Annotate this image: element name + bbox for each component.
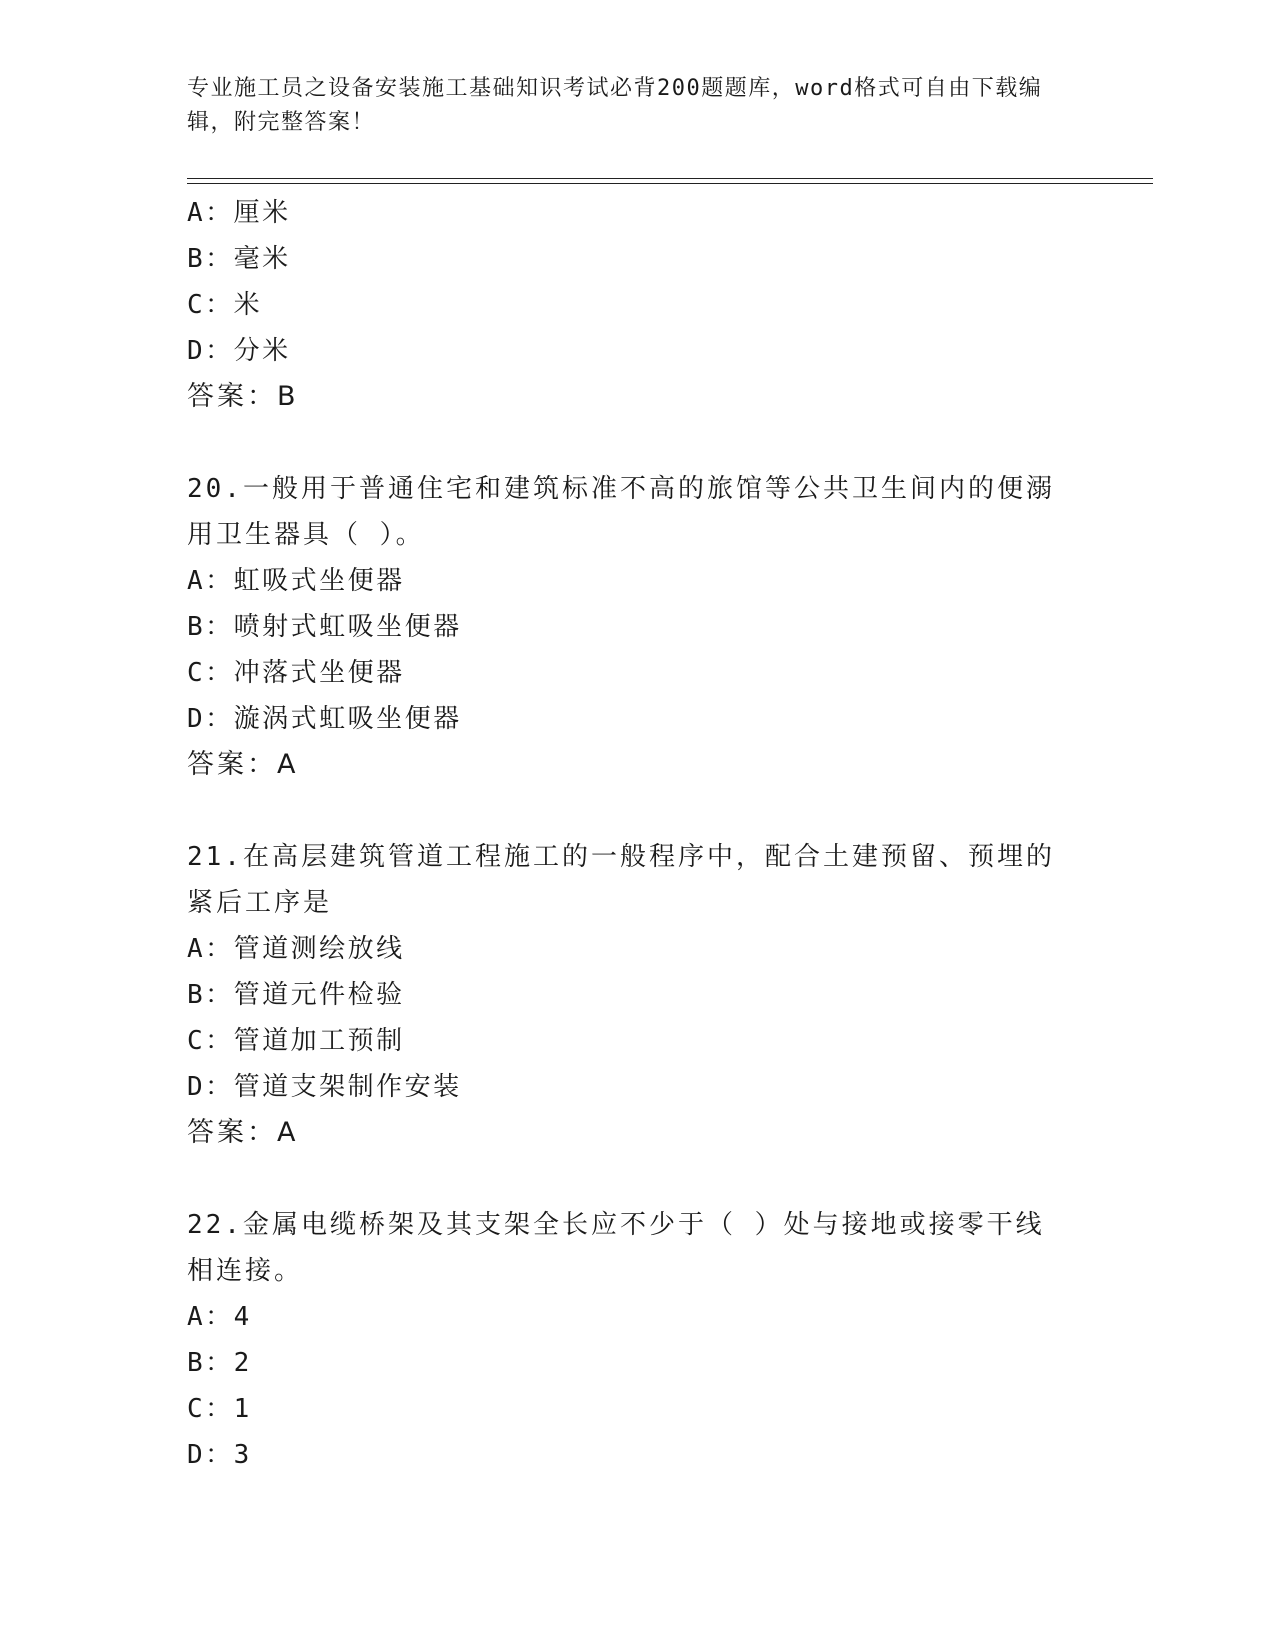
option-d: D：漩涡式虹吸坐便器 xyxy=(187,704,462,734)
answer-line: 答案：B xyxy=(187,381,299,412)
question-text: 22.金属电缆桥架及其支架全长应不少于（ ）处与接地或接零干线相连接。 xyxy=(187,1210,1045,1286)
option-d: D：分米 xyxy=(187,336,291,366)
option-a: A：厘米 xyxy=(187,198,291,228)
option-b: B：2 xyxy=(187,1348,252,1378)
option-d: D：管道支架制作安装 xyxy=(187,1072,462,1102)
option-c: C：米 xyxy=(187,290,263,320)
question-block-21 xyxy=(187,834,1087,1156)
option-a: A：虹吸式坐便器 xyxy=(187,566,405,596)
option-a: A：4 xyxy=(187,1302,252,1332)
answer-line: 答案：A xyxy=(187,1117,299,1148)
option-c: C：1 xyxy=(187,1394,252,1424)
header-rule-top xyxy=(187,178,1153,179)
question-text: 20.一般用于普通住宅和建筑标准不高的旅馆等公共卫生间内的便溺用卫生器具（ ）。 xyxy=(187,474,1055,550)
question-text: 21.在高层建筑管道工程施工的一般程序中，配合土建预留、预埋的紧后工序是 xyxy=(187,842,1055,918)
option-a: A：管道测绘放线 xyxy=(187,934,405,964)
option-b: B：管道元件检验 xyxy=(187,980,405,1010)
option-c: C：管道加工预制 xyxy=(187,1026,405,1056)
question-block-19 xyxy=(187,190,1087,420)
header-rule-bottom xyxy=(187,183,1153,184)
answer-line: 答案：A xyxy=(187,749,299,780)
option-b: B：喷射式虹吸坐便器 xyxy=(187,612,462,642)
option-d: D：3 xyxy=(187,1440,252,1470)
question-block-22 xyxy=(187,1202,1087,1478)
question-block-20 xyxy=(187,466,1087,788)
document-header: 专业施工员之设备安装施工基础知识考试必背200题题库，word格式可自由下载编辑，附完整答案！ xyxy=(187,76,1043,135)
option-b: B：毫米 xyxy=(187,244,291,274)
option-c: C：冲落式坐便器 xyxy=(187,658,405,688)
question-list xyxy=(187,190,1087,1478)
